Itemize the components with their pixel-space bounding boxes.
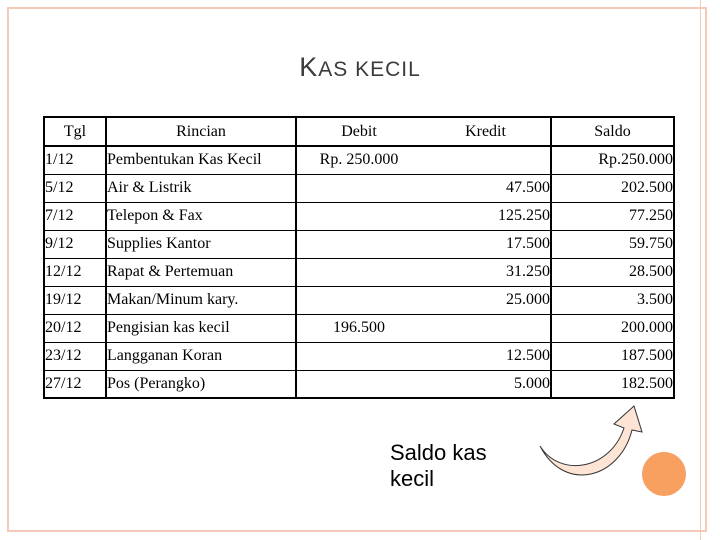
cell-saldo: 182.500 (551, 370, 674, 398)
cell-tgl: 12/12 (44, 258, 106, 286)
cell-kredit: 12.500 (421, 342, 551, 370)
orange-circle-icon (642, 452, 686, 496)
cell-saldo: 77.250 (551, 202, 674, 230)
cell-saldo: 59.750 (551, 230, 674, 258)
title-first-letter: K (299, 52, 319, 82)
cell-debit: 196.500 (296, 314, 421, 342)
cell-rincian: Pengisian kas kecil (106, 314, 296, 342)
cell-saldo: 187.500 (551, 342, 674, 370)
cell-tgl: 5/12 (44, 174, 106, 202)
cell-tgl: 23/12 (44, 342, 106, 370)
cell-kredit: 125.250 (421, 202, 551, 230)
cell-rincian: Telepon & Fax (106, 202, 296, 230)
header-rincian: Rincian (106, 117, 296, 146)
cell-rincian: Langganan Koran (106, 342, 296, 370)
cell-rincian: Makan/Minum kary. (106, 286, 296, 314)
cell-tgl: 19/12 (44, 286, 106, 314)
cell-kredit: 25.000 (421, 286, 551, 314)
note-line-1: Saldo kas (390, 440, 487, 465)
cell-tgl: 7/12 (44, 202, 106, 230)
cell-rincian: Supplies Kantor (106, 230, 296, 258)
cell-rincian: Air & Listrik (106, 174, 296, 202)
title-rest: AS KECIL (318, 58, 421, 81)
cell-tgl: 27/12 (44, 370, 106, 398)
header-saldo: Saldo (551, 117, 674, 146)
cell-kredit: 5.000 (421, 370, 551, 398)
cell-rincian: Pembentukan Kas Kecil (106, 146, 296, 174)
cell-debit: Rp. 250.000 (296, 146, 421, 174)
cell-saldo: 202.500 (551, 174, 674, 202)
cell-tgl: 1/12 (44, 146, 106, 174)
header-kredit: Kredit (421, 117, 551, 146)
cell-rincian: Pos (Perangko) (106, 370, 296, 398)
cell-kredit: 31.250 (421, 258, 551, 286)
header-debit: Debit (296, 117, 421, 146)
curved-arrow-icon (540, 406, 642, 475)
cell-kredit: 47.500 (421, 174, 551, 202)
note-line-2: kecil (390, 466, 435, 491)
header-tgl: Tgl (44, 117, 106, 146)
cell-tgl: 9/12 (44, 230, 106, 258)
cell-saldo: 200.000 (551, 314, 674, 342)
cell-saldo: 28.500 (551, 258, 674, 286)
cell-rincian: Rapat & Pertemuan (106, 258, 296, 286)
cell-kredit: 17.500 (421, 230, 551, 258)
cell-saldo: Rp.250.000 (551, 146, 674, 174)
cell-tgl: 20/12 (44, 314, 106, 342)
cell-saldo: 3.500 (551, 286, 674, 314)
